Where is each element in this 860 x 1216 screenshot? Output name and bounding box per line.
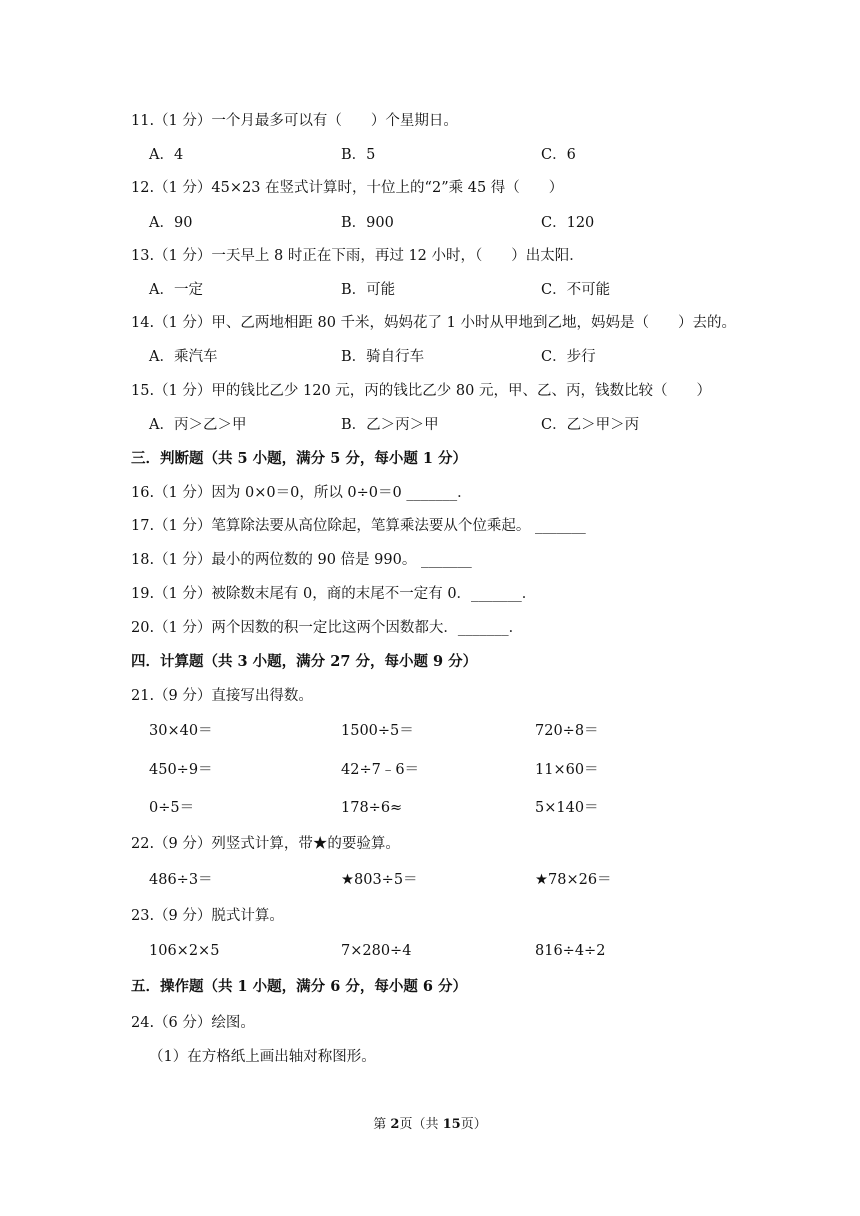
section-title-calculation: 四．计算题（共 3 小题，满分 27 分，每小题 9 分） bbox=[131, 653, 478, 670]
question-14-option-b: B．骑自行车 bbox=[341, 349, 425, 365]
footer-total-pages: 15 bbox=[442, 1117, 461, 1132]
question-11-option-b: B．5 bbox=[341, 147, 376, 163]
q23-expression: 106×2×5 bbox=[149, 943, 220, 959]
question-17: 17.（1 分）笔算除法要从高位除起，笔算乘法要从个位乘起。 _______ bbox=[131, 518, 586, 534]
q21-expression: 11×60＝ bbox=[535, 762, 599, 778]
question-12-option-c: C．120 bbox=[541, 215, 595, 231]
footer-prefix: 第 bbox=[373, 1117, 391, 1132]
question-12-option-b: B．900 bbox=[341, 215, 394, 231]
q21-expression: 720÷8＝ bbox=[535, 723, 599, 739]
question-13-option-c: C．不可能 bbox=[541, 282, 611, 298]
section-title-operation: 五．操作题（共 1 小题，满分 6 分，每小题 6 分） bbox=[131, 978, 468, 995]
question-24-part-1: （1）在方格纸上画出轴对称图形。 bbox=[149, 1049, 376, 1065]
q21-expression: 178÷6≈ bbox=[341, 800, 403, 816]
question-14: 14.（1 分）甲、乙两地相距 80 千米，妈妈花了 1 小时从甲地到乙地，妈妈是（ ）去的。 bbox=[131, 315, 737, 331]
q22-expression: ★803÷5＝ bbox=[341, 872, 418, 888]
footer-suffix: 页） bbox=[460, 1117, 487, 1132]
q21-expression: 0÷5＝ bbox=[149, 800, 195, 816]
question-12-option-a: A．90 bbox=[149, 215, 193, 231]
question-16: 16.（1 分）因为 0×0＝0，所以 0÷0＝0 _______． bbox=[131, 485, 472, 501]
question-14-option-c: C．步行 bbox=[541, 349, 596, 365]
question-13-option-a: A．一定 bbox=[149, 282, 203, 298]
q21-expression: 5×140＝ bbox=[535, 800, 599, 816]
question-21: 21.（9 分）直接写出得数。 bbox=[131, 688, 313, 704]
question-15: 15.（1 分）甲的钱比乙少 120 元，丙的钱比乙少 80 元，甲、乙、丙，钱数比较（ ） bbox=[131, 383, 711, 399]
question-23: 23.（9 分）脱式计算。 bbox=[131, 908, 284, 924]
q23-expression: 7×280÷4 bbox=[341, 943, 412, 959]
question-24: 24.（6 分）绘图。 bbox=[131, 1015, 255, 1031]
q22-expression: 486÷3＝ bbox=[149, 872, 213, 888]
question-11-option-c: C．6 bbox=[541, 147, 576, 163]
question-11: 11.（1 分）一个月最多可以有（ ）个星期日。 bbox=[131, 113, 458, 129]
footer-page-number: 2 bbox=[390, 1117, 400, 1132]
question-13-option-b: B．可能 bbox=[341, 282, 396, 298]
question-15-option-c: C．乙＞甲＞丙 bbox=[541, 417, 640, 433]
section-title-judgement: 三．判断题（共 5 小题，满分 5 分，每小题 1 分） bbox=[131, 450, 468, 467]
q21-expression: 1500÷5＝ bbox=[341, 723, 414, 739]
question-11-option-a: A．4 bbox=[149, 147, 184, 163]
question-19: 19.（1 分）被除数末尾有 0，商的末尾不一定有 0．_______． bbox=[131, 586, 537, 602]
question-22: 22.（9 分）列竖式计算，带★的要验算。 bbox=[131, 836, 400, 852]
question-18: 18.（1 分）最小的两位数的 90 倍是 990。 _______ bbox=[131, 552, 472, 568]
question-15-option-a: A．丙＞乙＞甲 bbox=[149, 417, 247, 433]
q21-expression: 30×40＝ bbox=[149, 723, 213, 739]
question-20: 20.（1 分）两个因数的积一定比这两个因数都大．_______． bbox=[131, 620, 524, 636]
question-15-option-b: B．乙＞丙＞甲 bbox=[341, 417, 439, 433]
question-12: 12.（1 分）45×23 在竖式计算时，十位上的“2”乘 45 得（ ） bbox=[131, 180, 564, 196]
q21-expression: 450÷9＝ bbox=[149, 762, 213, 778]
q22-expression: ★78×26＝ bbox=[535, 872, 612, 888]
q21-expression: 42÷7﹣6＝ bbox=[341, 762, 420, 778]
question-14-option-a: A．乘汽车 bbox=[149, 349, 218, 365]
footer-mid: 页（共 bbox=[399, 1117, 443, 1132]
question-13: 13.（1 分）一天早上 8 时正在下雨，再过 12 小时，（ ）出太阳． bbox=[131, 248, 584, 264]
page-footer bbox=[0, 1113, 860, 1132]
q23-expression: 816÷4÷2 bbox=[535, 943, 606, 959]
